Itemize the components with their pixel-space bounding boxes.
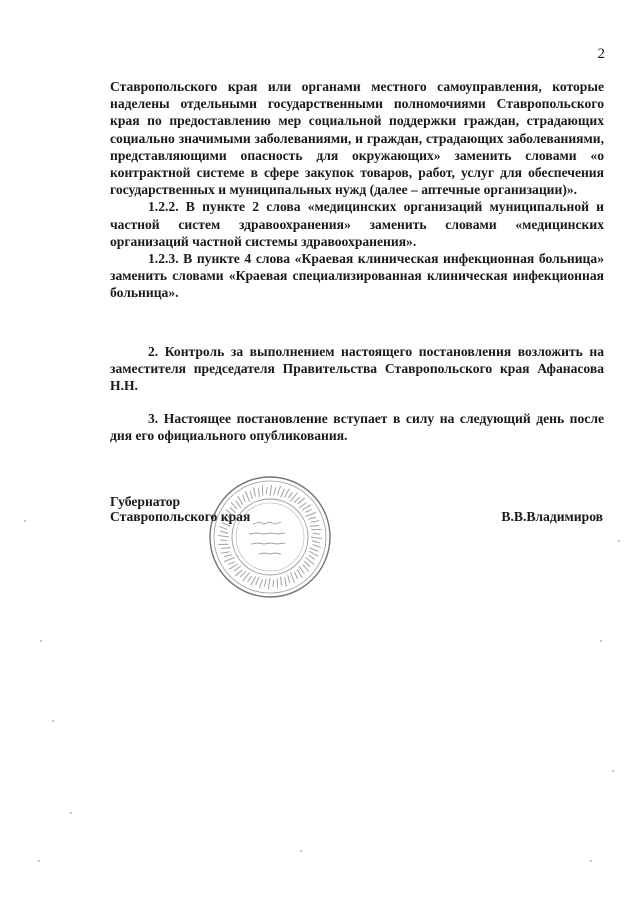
signatory-name: В.В.Владимиров xyxy=(501,509,603,524)
seal-ring-mark xyxy=(256,577,260,585)
seal-ring-mark xyxy=(281,577,282,586)
scan-speck xyxy=(590,860,592,862)
seal-ring-mark xyxy=(259,579,262,588)
signature-title xyxy=(110,494,250,524)
scan-speck xyxy=(40,640,42,642)
seal-ring-mark xyxy=(310,521,319,523)
signature-title-line-1: Губернатор xyxy=(110,494,181,509)
seal-ring-mark xyxy=(228,562,235,565)
seal-ring-mark xyxy=(310,548,318,552)
seal-ring-mark xyxy=(240,571,246,577)
seal-ring-mark xyxy=(218,535,229,537)
seal-ring-mark xyxy=(235,570,242,576)
seal-ring-mark xyxy=(294,497,300,503)
seal-ring-mark xyxy=(274,487,276,495)
seal-ring-mark xyxy=(285,577,287,586)
seal-ring-mark xyxy=(266,487,267,494)
seal-ring-mark xyxy=(312,541,320,543)
paragraph-continuation: Ставропольского края или органами местного самоуправления, которые наделены отдельными государственными полномочиями Ставропольского края по предоставлению мер социальной поддержки граждан, страдающих социально значимыми заболеваниями, и граждан, страдающих заболеваниями, представляющими опасность для окружающих» заменить словами «о контрактной системе в сфере закупок товаров, работ, услуг для обеспечения государственных и муниципальных нужд (далее – аптечные организации)». xyxy=(110,79,604,198)
signature-title-line-2: Ставропольского края xyxy=(110,509,251,524)
seal-ring-mark xyxy=(308,517,316,519)
seal-ring-mark xyxy=(229,564,238,569)
seal-ring-mark xyxy=(273,580,274,587)
seal-ring-mark xyxy=(303,565,309,572)
seal-ring-mark xyxy=(219,526,228,529)
seal-ring-mark xyxy=(259,488,260,497)
seal-ring-mark xyxy=(251,576,256,585)
seal-ring-mark xyxy=(291,573,295,583)
seal-ring-mark xyxy=(309,555,315,559)
seal-ring-mark xyxy=(250,491,252,499)
seal-ring-mark xyxy=(221,552,230,554)
seal-ring-mark xyxy=(309,551,318,556)
seal-ring-mark xyxy=(298,498,305,504)
seal-ring-mark xyxy=(284,489,289,498)
page-number: 2 xyxy=(597,46,605,62)
scan-speck xyxy=(618,540,620,542)
amendment-text xyxy=(110,78,604,302)
seal-ring-mark xyxy=(224,558,234,562)
seal-ring-mark xyxy=(220,531,228,533)
scan-speck xyxy=(38,860,40,862)
scan-speck xyxy=(600,640,602,642)
seal-ring-mark xyxy=(248,576,252,582)
paragraph-1-2-3: 1.2.3. В пункте 4 слова «Краевая клиническая инфекционная больница» заменить словами «Краевая специализированная клиническая инфекционная больница». xyxy=(110,251,604,301)
paragraph-1-2-2: 1.2.2. В пункте 2 слова «медицинских организаций муниципальной и частной систем здравоохранения» заменить словами «медицинских организаций частной системы здравоохранения». xyxy=(110,199,604,249)
seal-ring-mark xyxy=(310,526,319,527)
official-seal-stamp xyxy=(205,472,335,602)
seal-ring-mark xyxy=(299,503,306,508)
scan-speck xyxy=(612,770,614,772)
seal-ring-mark xyxy=(220,540,227,541)
seal-ring-mark xyxy=(288,575,290,583)
seal-ring-mark xyxy=(312,544,321,547)
scan-speck xyxy=(300,850,302,852)
seal-ring-mark xyxy=(270,485,272,496)
clause-3: 3. Настоящее постановление вступает в силу на следующий день после дня его официального опубликования. xyxy=(110,411,604,444)
clause-2: 2. Контроль за выполнением настоящего постановления возложить на заместителя председателя Правительства Ставропольского края Афанасова Н.Н. xyxy=(110,344,604,394)
seal-ring-mark xyxy=(297,569,302,578)
seal-ring-mark xyxy=(281,489,285,497)
seal-ring-mark xyxy=(302,505,311,510)
scan-speck xyxy=(52,720,54,722)
seal-ring-mark xyxy=(221,548,230,549)
seal-ring-mark xyxy=(268,578,270,589)
seal-ring-mark xyxy=(234,566,241,571)
seal-ring-mark xyxy=(311,537,322,539)
clause-2-block xyxy=(110,343,604,395)
scan-speck xyxy=(70,812,72,814)
seal-ring-mark xyxy=(305,510,312,513)
seal-ring-mark xyxy=(277,486,280,495)
seal-ring-mark xyxy=(254,488,256,497)
seal-ring-mark xyxy=(306,512,316,516)
seal-ring-mark xyxy=(304,561,310,567)
seal-ring-mark xyxy=(313,533,320,534)
seal-ring-mark xyxy=(288,492,292,498)
seal-ring-mark xyxy=(224,555,232,557)
seal-ring-mark xyxy=(299,566,304,573)
scan-speck xyxy=(24,520,26,522)
seal-ring-mark xyxy=(264,579,266,587)
seal-ring-mark xyxy=(295,572,298,579)
clause-3-block xyxy=(110,410,604,444)
